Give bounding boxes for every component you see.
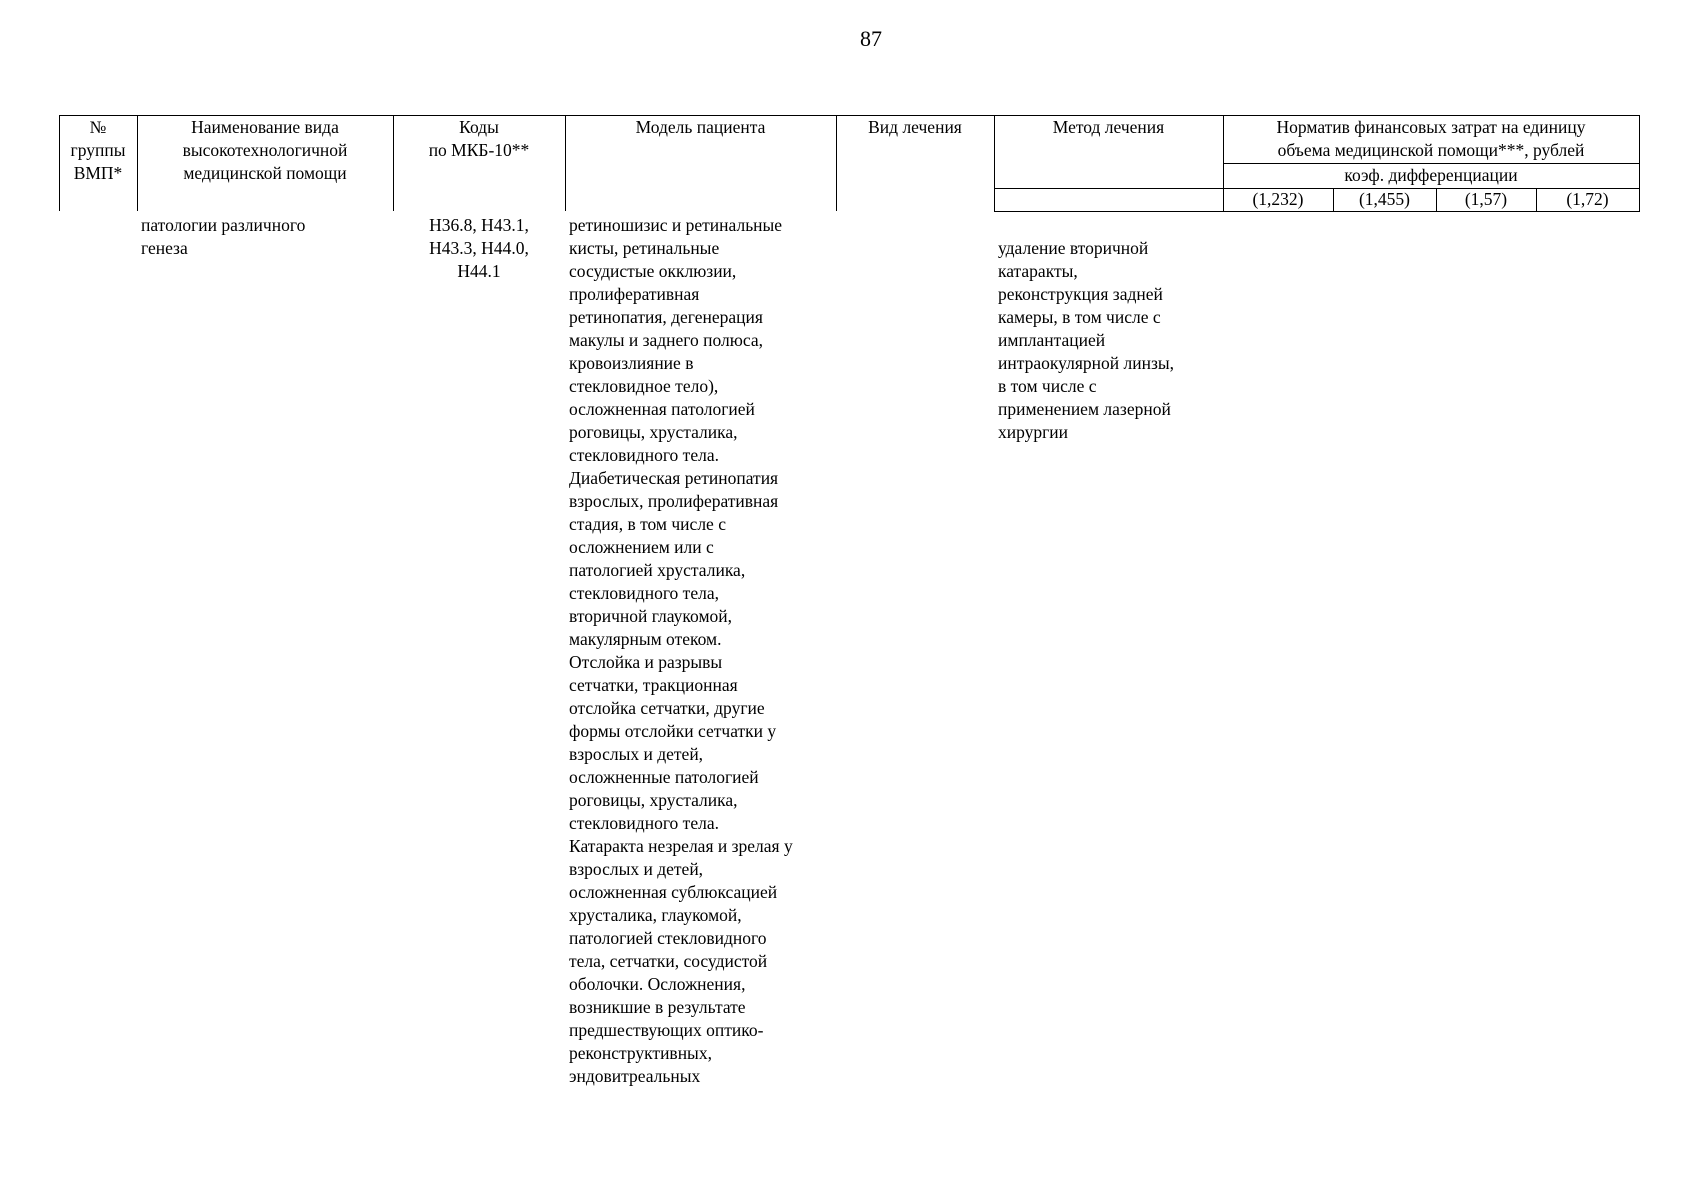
row-icd-codes: H36.8, H43.1, H43.3, H44.0, H44.1 xyxy=(429,215,529,281)
coef-value: (1,72) xyxy=(1566,189,1609,209)
text-line: взрослых и детей, xyxy=(569,744,704,764)
text-line: катаракты, xyxy=(998,261,1078,281)
text-line: Диабетическая ретинопатия xyxy=(569,468,779,488)
text-line: хирургии xyxy=(998,422,1069,442)
coef-value: (1,232) xyxy=(1252,189,1304,209)
text-line: эндовитреальных xyxy=(569,1066,701,1086)
text-line: стекловидного тела, xyxy=(569,583,719,603)
text-line: взрослых, пролиферативная xyxy=(569,491,779,511)
header-patient-model: Модель пациента xyxy=(635,117,766,137)
coef-value: (1,57) xyxy=(1464,189,1508,209)
text-line: ретиношизис и ретинальные xyxy=(569,215,783,235)
text-line: в том числе с xyxy=(998,376,1097,396)
text-line: удаление вторичной xyxy=(998,238,1149,258)
text-line: осложненные патологией xyxy=(569,767,759,787)
text-line: патологией стекловидного xyxy=(569,928,767,948)
header-bottom-border xyxy=(994,211,1640,212)
text-line: пролиферативная xyxy=(569,284,700,304)
row-care-type-name: патологии различного генеза xyxy=(141,215,306,258)
header-cost-norm: Норматив финансовых затрат на единицу объема медицинской помощи***, рублей xyxy=(1276,117,1586,160)
text-line: стекловидное тело), xyxy=(569,376,719,396)
header-icd-codes: Коды по МКБ-10** xyxy=(428,117,530,160)
text-line: имплантацией xyxy=(998,330,1106,350)
text-line: ретинопатия, дегенерация xyxy=(569,307,763,327)
header-care-type-name: Наименование вида высокотехнологичной медицинской помощи xyxy=(182,117,348,183)
header-treatment-type: Вид лечения xyxy=(868,117,962,137)
text-line: формы отслойки сетчатки у xyxy=(569,721,777,741)
header-coef-label: коэф. дифференциации xyxy=(1344,165,1518,185)
text-line: кисты, ретинальные xyxy=(569,238,720,258)
text-line: интраокулярной линзы, xyxy=(998,353,1174,373)
text-line: отслойка сетчатки, другие xyxy=(569,698,765,718)
text-line: применением лазерной xyxy=(998,399,1171,419)
page-number: 87 xyxy=(860,26,882,51)
text-line: макулярным отеком. xyxy=(569,629,722,649)
text-line: Отслойка и разрывы xyxy=(569,652,723,672)
text-line: реконструкция задней xyxy=(998,284,1163,304)
table-right-border xyxy=(1639,115,1640,211)
text-line: возникшие в результате xyxy=(569,997,746,1017)
text-line: макулы и заднего полюса, xyxy=(569,330,763,350)
text-line: роговицы, хрусталика, xyxy=(569,422,738,442)
text-line: оболочки. Осложнения, xyxy=(569,974,746,994)
row-treatment-method xyxy=(998,237,1222,444)
text-line: сосудистые окклюзии, xyxy=(569,261,737,281)
text-line: тела, сетчатки, сосудистой xyxy=(569,951,768,971)
text-line: стекловидного тела. xyxy=(569,445,719,465)
text-line: хрусталика, глаукомой, xyxy=(569,905,742,925)
header-group-no: № группы ВМП* xyxy=(70,117,126,183)
text-line: патологией хрусталика, xyxy=(569,560,746,580)
text-line: осложнением или с xyxy=(569,537,714,557)
text-line: осложненная патологией xyxy=(569,399,755,419)
text-line: кровоизлияние в xyxy=(569,353,694,373)
coef-value: (1,455) xyxy=(1358,189,1411,209)
text-line: роговицы, хрусталика, xyxy=(569,790,738,810)
text-line: Катаракта незрелая и зрелая у xyxy=(569,836,793,856)
text-line: стекловидного тела. xyxy=(569,813,719,833)
text-line: осложненная сублюксацией xyxy=(569,882,778,902)
text-line: стадия, в том числе с xyxy=(569,514,726,534)
text-line: камеры, в том числе с xyxy=(998,307,1161,327)
text-line: вторичной глаукомой, xyxy=(569,606,733,626)
text-line: сетчатки, тракционная xyxy=(569,675,738,695)
text-line: реконструктивных, xyxy=(569,1043,712,1063)
header-treatment-method: Метод лечения xyxy=(1052,117,1165,137)
row-patient-model xyxy=(569,214,835,1088)
text-line: взрослых и детей, xyxy=(569,859,704,879)
text-line: предшествующих оптико- xyxy=(569,1020,764,1040)
